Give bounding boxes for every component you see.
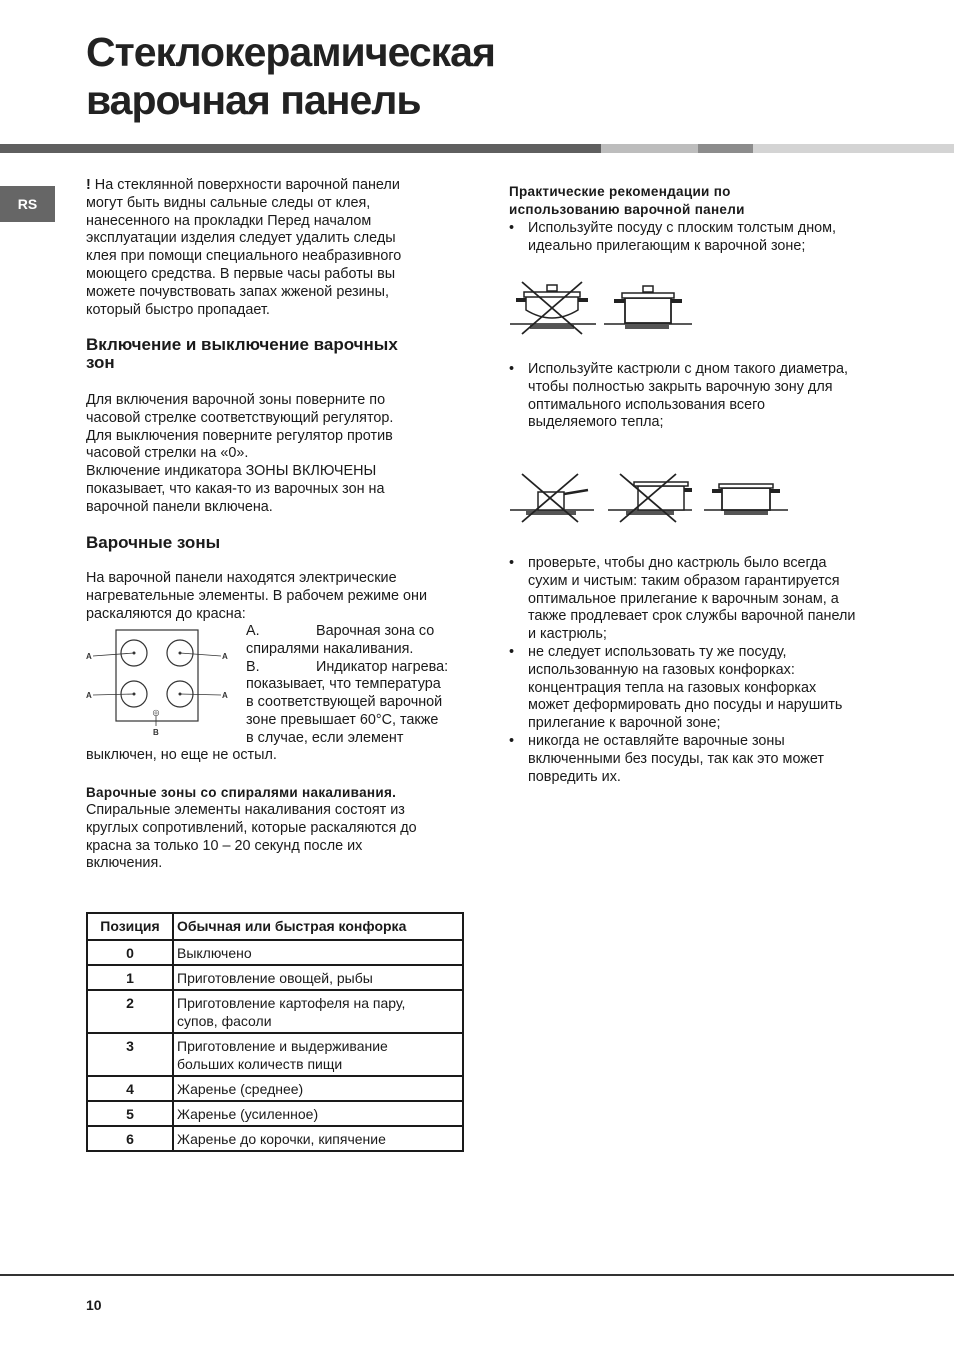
bullet-line: сухим и чистым: таким образом гарантируется (528, 572, 840, 589)
warning-line: На стеклянной поверхности варочной панели (90, 177, 400, 193)
diagram-label-a: A (222, 652, 228, 661)
legend-b-line: показывает, что температура (246, 676, 441, 693)
legend-tail: выключен, но еще не остыл. (86, 747, 277, 763)
page-number: 10 (86, 1297, 102, 1313)
table-row (87, 940, 463, 965)
spirals-line: Спиральные элементы накаливания состоят из (86, 802, 405, 818)
table-row (87, 1101, 463, 1126)
row-description (173, 1076, 463, 1101)
table-row (87, 1033, 463, 1076)
list-item (509, 220, 889, 256)
legend-b-line: в соответствующей варочной (246, 694, 443, 711)
row-description (173, 990, 463, 1033)
zones-intro (86, 570, 466, 623)
row-description-line: Жаренье (среднее) (177, 1081, 304, 1097)
bullet-line: оптимальное прилегание к варочным зонам, а (528, 590, 839, 607)
switching-line: варочной панели включена. (86, 498, 273, 515)
table-row (87, 1076, 463, 1101)
bullet-line: повредить их. (528, 768, 621, 785)
bullet-line: прилегание к варочной зоне; (528, 715, 721, 732)
list-item (509, 733, 899, 786)
row-position: 5 (87, 1101, 173, 1126)
list-item (509, 555, 899, 644)
legend-b-key: B. (246, 658, 260, 675)
spirals-heading: Варочные зоны со спиралями накаливания. (86, 785, 397, 800)
table-row (87, 965, 463, 990)
spirals-paragraph (86, 802, 466, 873)
warning-line: моющего средства. В первые часы работы вы (86, 265, 396, 282)
diagram-label-a: A (86, 652, 92, 661)
diagram-label-b: B (153, 728, 159, 737)
spirals-line: красна за только 10 – 20 секунд после их (86, 837, 363, 854)
bullet-line: выделяемого тепла; (528, 414, 664, 431)
switching-line: часовой стрелке соответствующий регулятор. (86, 409, 394, 426)
switching-line: Для включения варочной зоны поверните по (86, 392, 386, 408)
bullet-line: • не следует использовать ту же посуду, (528, 643, 787, 660)
recommendations-heading (509, 183, 889, 219)
warning-paragraph (86, 177, 466, 319)
bullet-list-3 (509, 555, 899, 786)
page-title (86, 28, 706, 124)
bullet-line: • никогда не оставляйте варочные зоны (528, 732, 785, 749)
zones-intro-line: нагревательные элементы. В рабочем режиме они (86, 587, 428, 604)
switching-line: часовой стрелки на «0». (86, 445, 249, 462)
bullet-line: • Используйте посуду с плоским толстым дном, (528, 220, 837, 236)
list-item (509, 361, 889, 432)
title-line-2: варочная панель (86, 77, 421, 123)
bullet-line: чтобы полностью закрыть варочную зону для (528, 378, 833, 395)
col-position-header: Позиция (87, 913, 173, 940)
row-description-line: Жаренье (усиленное) (177, 1106, 319, 1122)
bullet-line: использованную на газовых конфорках: (528, 661, 795, 678)
row-position: 1 (87, 965, 173, 990)
zones-heading: Варочные зоны (86, 533, 221, 552)
row-description (173, 1033, 463, 1076)
bullet-line: и кастрюль; (528, 626, 607, 643)
pot-figure-diameter (508, 470, 790, 526)
header-bar-pale (753, 144, 954, 153)
row-description-line: больших количеств пищи (177, 1056, 343, 1072)
warning-line: можете почувствовать запах жженой резины, (86, 283, 389, 300)
row-position: 2 (87, 990, 173, 1033)
bullet-line: оптимального использования всего (528, 396, 766, 413)
footer-rule (0, 1274, 954, 1276)
legend-a-line: спиралями накаливания. (246, 640, 414, 657)
hob-diagram (84, 626, 244, 741)
header-bar-light (601, 144, 698, 153)
zones-legend (246, 623, 464, 748)
legend-a-key: A. (246, 623, 260, 639)
legend-b-line: зоне превышает 60°C, также (246, 711, 439, 728)
switching-line: Для выключения поверните регулятор против (86, 427, 393, 444)
row-description (173, 940, 463, 965)
wrong-large-pot-icon (608, 474, 692, 522)
row-description (173, 965, 463, 990)
switching-heading-line: Включение и выключение варочных (86, 335, 398, 354)
wrong-small-pot-icon (510, 474, 594, 522)
switching-heading (86, 336, 466, 372)
switching-heading-line: зон (86, 353, 115, 372)
warning-line: могут быть видны сальные следы от клея, (86, 194, 371, 211)
switching-line: Включение индикатора ЗОНЫ ВКЛЮЧЕНЫ (86, 463, 377, 480)
warning-line: эксплуатации изделия следует удалить следы (86, 230, 396, 247)
correct-pot-icon (604, 286, 692, 329)
warning-line: нанесенного на прокладки Перед началом (86, 212, 372, 229)
legend-b-line: в случае, если элемент (246, 729, 404, 746)
warning-line: который быстро пропадает. (86, 301, 270, 318)
correct-pot-icon (704, 484, 788, 515)
spirals-line: включения. (86, 855, 163, 872)
bullet-line: включенными без посуды, так как это может (528, 750, 825, 767)
bullet-line: может деформировать дно посуды и нарушить (528, 697, 843, 714)
switching-line: показывает, что какая-то из варочных зон на (86, 480, 385, 497)
recommendations-heading-line: использованию варочной панели (509, 202, 745, 217)
diagram-label-a: A (86, 691, 92, 700)
row-position: 6 (87, 1126, 173, 1151)
pot-figure-flat-bottom (508, 278, 698, 336)
bullet-line: концентрация тепла на газовых конфорках (528, 679, 817, 696)
row-description-line: Выключено (177, 945, 252, 961)
row-position: 3 (87, 1033, 173, 1076)
row-description-line: Приготовление картофеля на пару, (177, 995, 406, 1011)
row-description (173, 1101, 463, 1126)
switching-paragraph (86, 392, 466, 517)
warning-mark: ! (86, 177, 91, 193)
row-description-line: Приготовление и выдерживание (177, 1038, 388, 1054)
header-bar-dark (0, 144, 601, 153)
col-burner-header: Обычная или быстрая конфорка (173, 913, 463, 940)
row-description (173, 1126, 463, 1151)
bullet-list-1 (509, 220, 889, 256)
bullet-line: • проверьте, чтобы дно кастрюль было всегда (528, 555, 827, 571)
row-description-line: супов, фасоли (177, 1013, 272, 1029)
row-description-line: Приготовление овощей, рыбы (177, 970, 373, 986)
spirals-line: круглых сопротивлений, которые раскаляются до (86, 819, 417, 836)
legend-b-text: Индикатор нагрева: (316, 658, 449, 675)
title-line-1: Стеклокерамическая (86, 29, 495, 75)
bullet-line: • Используйте кастрюли с дном такого диаметра, (528, 361, 849, 377)
table-header-row (87, 913, 463, 940)
row-position: 4 (87, 1076, 173, 1101)
row-description-line: Жаренье до корочки, кипячение (177, 1131, 386, 1147)
bullet-list-2 (509, 361, 889, 432)
warning-line: клея при помощи специального неабразивного (86, 248, 402, 265)
heat-indicator-icon: ◎ (152, 708, 160, 717)
header-bar-mid (698, 144, 753, 153)
legend-a-text: Варочная зона со (316, 623, 435, 639)
language-tab: RS (0, 186, 55, 222)
row-position: 0 (87, 940, 173, 965)
zones-intro-line: раскаляются до красна: (86, 605, 246, 622)
table-row (87, 1126, 463, 1151)
bullet-line: идеально прилегающим к варочной зоне; (528, 237, 806, 254)
diagram-label-a: A (222, 691, 228, 700)
wrong-pot-icon (510, 282, 596, 334)
zones-intro-line: На варочной панели находятся электрические (86, 570, 397, 586)
bullet-line: также продлевает срок службы варочной панели (528, 608, 856, 625)
table-row (87, 990, 463, 1033)
recommendations-heading-line: Практические рекомендации по (509, 184, 731, 199)
list-item (509, 644, 899, 733)
positions-table (86, 912, 464, 1152)
